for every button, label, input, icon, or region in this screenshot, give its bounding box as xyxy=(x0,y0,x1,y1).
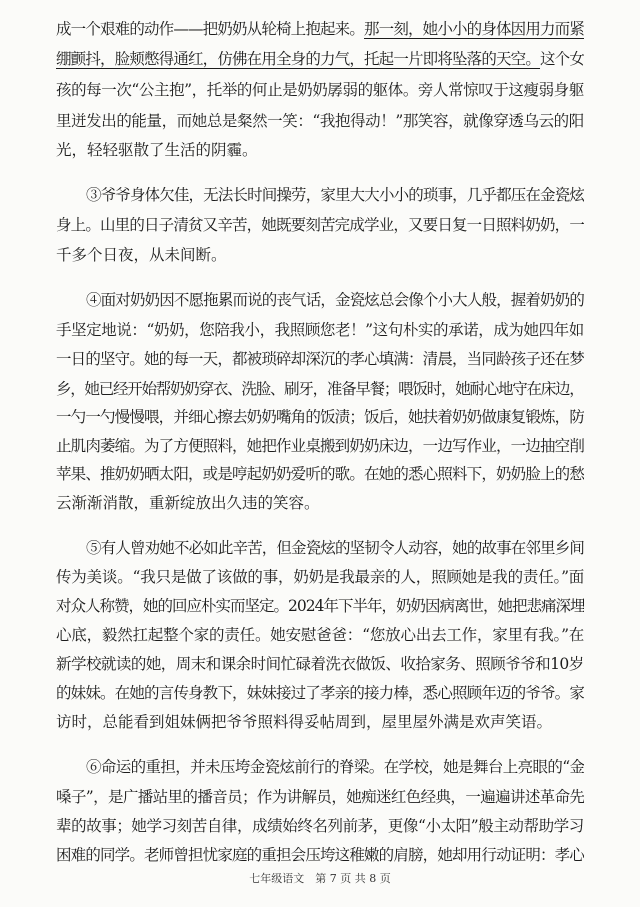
text-line xyxy=(86,182,584,208)
text-line xyxy=(56,842,584,868)
text-line xyxy=(56,461,584,487)
text-segment: 手坚定地说：“奶奶，您陪我小，我照顾您老！”这句朴实的承诺，成为她四年如 xyxy=(56,321,584,339)
text-line xyxy=(56,433,584,459)
underlined-text: 绷颤抖，脸颊憋得通红，仿佛在用全身的力气，托起一片即将坠落的天空。 xyxy=(56,50,541,68)
text-line xyxy=(56,593,584,619)
text-segment: 这个女 xyxy=(540,50,584,68)
text-line xyxy=(56,16,584,42)
text-line xyxy=(56,622,584,648)
text-line xyxy=(56,709,584,735)
text-line xyxy=(56,317,584,343)
text-segment: ⑤有人曾劝她不必如此辛苦，但金瓷炫的坚韧令人动容，她的故事在邻里乡间 xyxy=(86,539,584,557)
text-line xyxy=(86,754,584,780)
text-segment: 对众人称赞，她的回应朴实而坚定。2024年下半年，奶奶因病离世，她把悲痛深埋 xyxy=(56,597,584,615)
text-segment: 传为美谈。“我只是做了该做的事，奶奶是我最亲的人，照顾她是我的责任。”面 xyxy=(56,568,584,586)
text-segment: 一日的坚守。她的每一天，都被琐碎却深沉的孝心填满：清晨，当同龄孩子还在梦 xyxy=(56,350,584,368)
text-segment: 孩的每一次“公主抱”，托举的何止是奶奶孱弱的躯体。旁人常惊叹于这瘦弱身躯 xyxy=(56,81,584,99)
text-line xyxy=(56,404,584,430)
text-segment: 心底，毅然扛起整个家的责任。她安慰爸爸：“您放心出去工作，家里有我。”在 xyxy=(56,626,584,644)
text-segment: 身上。山里的日子清贫又辛苦，她既要刻苦完成学业，又要日复一日照料奶奶，一 xyxy=(56,216,584,234)
text-segment: 止肌肉萎缩。为了方便照料，她把作业桌搬到奶奶床边，一边写作业，一边抽空削 xyxy=(56,437,584,455)
text-line xyxy=(56,46,584,72)
underlined-text: 那一刻，她小小的身体因用力而紧 xyxy=(364,20,584,38)
text-line xyxy=(56,784,584,810)
text-segment: 嗓子”，是广播站里的播音员；作为讲解员，她痴迷红色经典，一遍遍讲述革命先 xyxy=(56,788,584,806)
text-line xyxy=(56,77,584,103)
text-segment: 的妹妹。在她的言传身教下，妹妹接过了孝亲的接力棒，悉心照顾年迈的爷爷。家 xyxy=(56,684,584,702)
text-line xyxy=(86,287,584,313)
text-line xyxy=(56,137,584,163)
text-line xyxy=(56,108,584,134)
text-line xyxy=(56,212,584,238)
text-segment: 光，轻轻驱散了生活的阴霾。 xyxy=(56,141,258,159)
text-segment: 困难的同学。老师曾担忧家庭的重担会压垮这稚嫩的肩膀，她却用行动证明：孝心 xyxy=(56,846,584,864)
text-segment: 访时，总能看到姐妹俩把爷爷照料得妥帖周到，屋里屋外满是欢声笑语。 xyxy=(56,713,553,731)
text-line xyxy=(86,535,584,561)
text-segment: 一勺一勺慢慢喂，并细心擦去奶奶嘴角的饭渍；饭后，她扶着奶奶做康复锻炼，防 xyxy=(56,408,584,426)
text-segment: 千多个日夜，从未间断。 xyxy=(56,246,227,264)
text-segment: 云渐渐消散，重新绽放出久违的笑容。 xyxy=(56,494,320,512)
text-segment: ④面对奶奶因不愿拖累而说的丧气话，金瓷炫总会像个小大人般，握着奶奶的 xyxy=(86,291,584,309)
text-segment: 里迸发出的能量，而她总是粲然一笑：“我抱得动！”那笑容，就像穿透乌云的阳 xyxy=(56,112,584,130)
text-segment: ③爷爷身体欠佳，无法长时间操劳，家里大大小小的琐事，几乎都压在金瓷炫 xyxy=(86,186,584,204)
text-segment: ⑥命运的重担，并未压垮金瓷炫前行的脊梁。在学校，她是舞台上亮眼的“金 xyxy=(86,758,584,776)
text-segment: 辈的故事；她学习刻苦自律，成绩始终名列前茅，更像“小太阳”般主动帮助学习 xyxy=(56,817,584,835)
text-line xyxy=(56,813,584,839)
text-line xyxy=(56,346,584,372)
text-line xyxy=(56,680,584,706)
text-line xyxy=(56,490,584,516)
text-line xyxy=(56,242,584,268)
text-line xyxy=(56,376,584,402)
text-segment: 成一个艰难的动作——把奶奶从轮椅上抱起来。 xyxy=(56,20,365,38)
text-line xyxy=(56,564,584,590)
text-segment: 乡，她已经开始帮奶奶穿衣、洗脸、刷牙，准备早餐；喂饭时，她耐心地守在床边， xyxy=(56,380,584,398)
text-segment: 苹果、推奶奶晒太阳，或是哼起奶奶爱听的歌。在她的悉心照料下，奶奶脸上的愁 xyxy=(56,465,584,483)
text-line xyxy=(56,651,584,677)
page-footer: 七年级语文 第 7 页 共 8 页 xyxy=(249,872,391,885)
text-segment: 新学校就读的她，周末和课余时间忙碌着洗衣做饭、收拾家务、照顾爷爷和10岁 xyxy=(56,655,584,673)
